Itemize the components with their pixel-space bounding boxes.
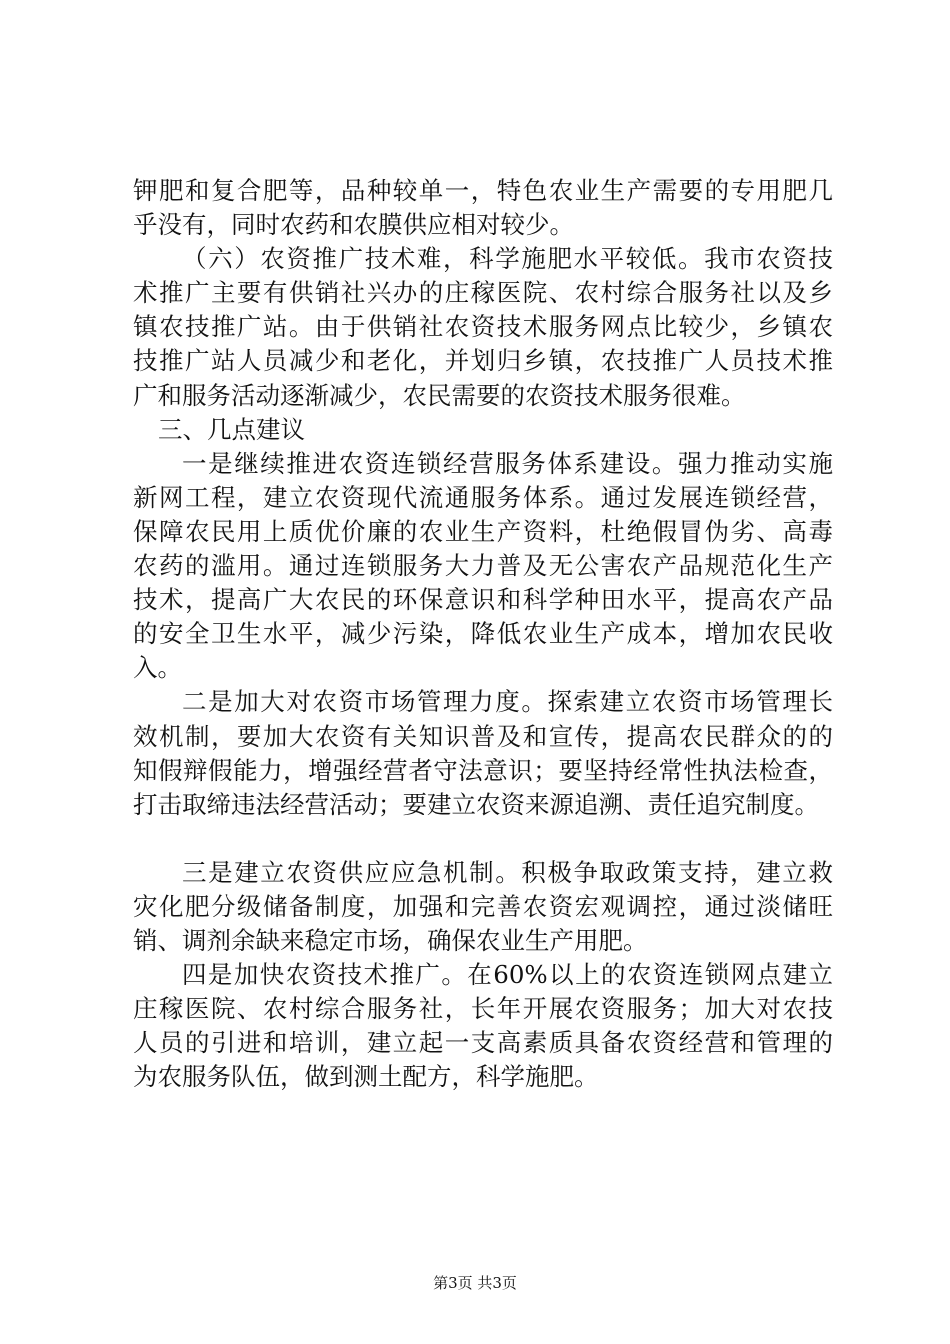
text-line: 广和服务活动逐渐减少，农民需要的农资技术服务很难。 (133, 380, 746, 410)
text-line: 灾化肥分级储备制度，加强和完善农资宏观调控，通过淡储旺 (133, 891, 833, 921)
text-line: 庄稼医院、农村综合服务社，长年开展农资服务；加大对农技 (133, 994, 833, 1024)
text-line: 乎没有，同时农药和农膜供应相对较少。 (133, 210, 574, 240)
text-line: 二是加大对农资市场管理力度。探索建立农资市场管理长 (182, 687, 833, 717)
text-line: 术推广主要有供销社兴办的庄稼医院、农村综合服务社以及乡 (133, 278, 833, 308)
text-line: 镇农技推广站。由于供销社农资技术服务网点比较少，乡镇农 (133, 312, 833, 342)
section-heading-6: （六）农资推广技术难，科学施肥水平较低。我市农资技 (182, 244, 833, 274)
text-line: 钾肥和复合肥等，品种较单一，特色农业生产需要的专用肥几 (133, 176, 833, 205)
text-line: 技术，提高广大农民的环保意识和科学种田水平，提高农产品 (133, 585, 833, 615)
text-line: 知假辩假能力，增强经营者守法意识；要坚持经常性执法检查， (133, 755, 833, 785)
text-line: 新网工程，建立农资现代流通服务体系。通过发展连锁经营， (133, 482, 833, 512)
text-line: 保障农民用上质优价廉的农业生产资料，杜绝假冒伪劣、高毒 (133, 516, 833, 546)
text-line: 一是继续推进农资连锁经营服务体系建设。强力推动实施 (182, 448, 833, 478)
text-line: 技推广站人员减少和老化，并划归乡镇，农技推广人员技术推 (133, 346, 833, 376)
text-line: 三是建立农资供应应急机制。积极争取政策支持，建立救 (182, 857, 833, 887)
page-footer (0, 1273, 950, 1293)
text-line: 的安全卫生水平，减少污染，降低农业生产成本，增加农民收 (133, 619, 833, 649)
chapter-heading: 三、几点建议 (158, 414, 305, 444)
document-body (133, 174, 833, 1095)
blank-line (133, 822, 833, 856)
text-line: 销、调剂余缺来稳定市场，确保农业生产用肥。 (133, 926, 648, 956)
text-line: 农药的滥用。通过连锁服务大力普及无公害农产品规范化生产 (133, 551, 833, 581)
text-line: 入。 (133, 653, 182, 683)
text-line: 人员的引进和培训，建立起一支高素质具备农资经营和管理的 (133, 1028, 833, 1058)
text-line: 为农服务队伍，做到测土配方，科学施肥。 (133, 1062, 599, 1092)
text-line: 效机制，要加大农资有关知识普及和宣传，提高农民群众的的 (133, 721, 833, 751)
text-line: 四是加快农资技术推广。在60%以上的农资连锁网点建立 (182, 960, 833, 990)
text-line: 打击取缔违法经营活动；要建立农资来源追溯、责任追究制度。 (133, 789, 819, 819)
page-number: 第3页 共3页 (433, 1274, 517, 1292)
